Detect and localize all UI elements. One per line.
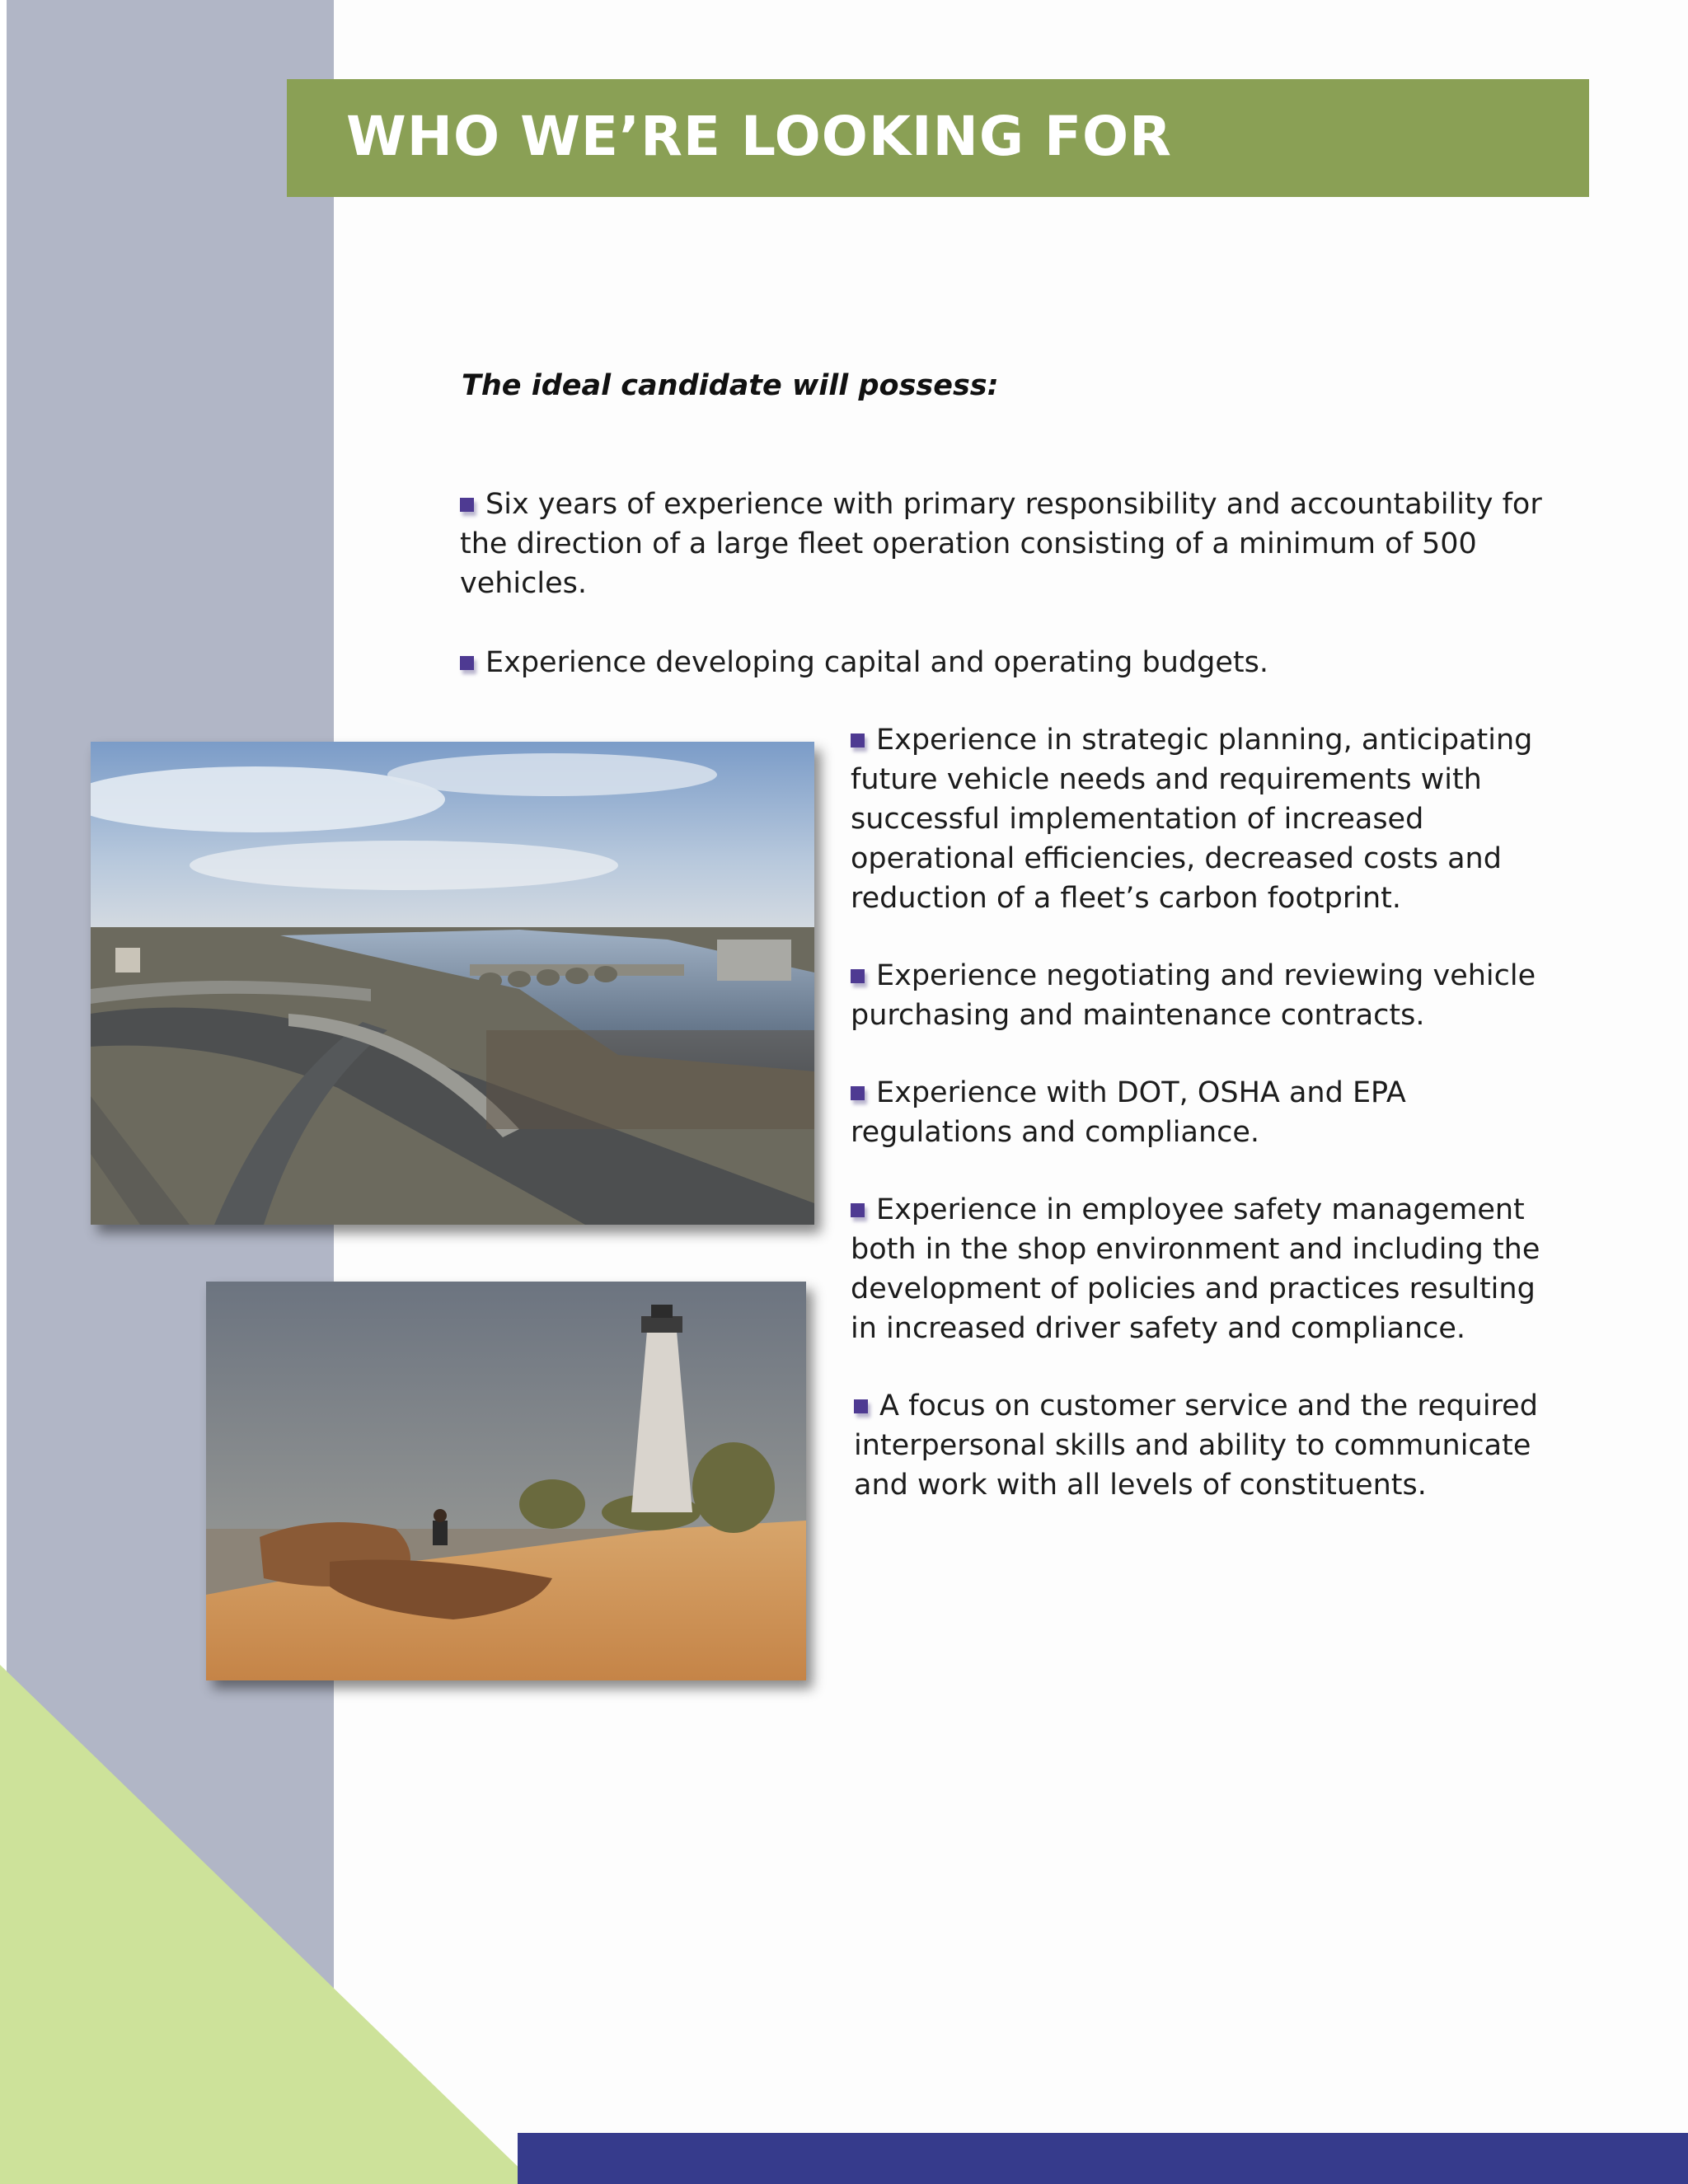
bullet-icon — [854, 1399, 868, 1413]
bullet-icon — [851, 733, 865, 748]
qualification-item — [851, 720, 1559, 918]
bullet-icon — [851, 969, 865, 983]
qualification-text: Six years of experience with primary responsibility and accountability for the direction of a large fleet operation consisting of a minimum of 500 vehicles. — [460, 488, 1542, 600]
qualification-text: Experience in employee safety management both in the shop environment and including the development of policies and practices resulting in increased driver safety and compliance. — [851, 1193, 1540, 1345]
qualification-item — [854, 1386, 1563, 1505]
page-title: WHO WE’RE LOOKING FOR — [346, 105, 1172, 168]
qualification-text: Experience developing capital and operating budgets. — [485, 646, 1268, 679]
highway-river-photo — [91, 742, 814, 1225]
qualification-item — [851, 1073, 1510, 1152]
bullet-icon — [851, 1203, 865, 1217]
qualification-text: Experience with DOT, OSHA and EPA regulations and compliance. — [851, 1076, 1406, 1149]
qualification-item — [851, 956, 1559, 1035]
intro-heading: The ideal candidate will possess: — [462, 369, 999, 402]
qualification-item — [851, 1190, 1568, 1348]
qualification-item — [460, 485, 1556, 603]
bullet-icon — [460, 498, 474, 512]
bullet-icon — [851, 1086, 865, 1100]
title-banner — [287, 79, 1589, 197]
qualification-text: Experience in strategic planning, anticipating future vehicle needs and requirements with successful implementation of increased operational efficiencies, decreased costs and reduction of a fleet’s carbon footprint. — [851, 724, 1533, 915]
lighthouse-beach-photo — [206, 1282, 806, 1680]
qualification-text: A focus on customer service and the required interpersonal skills and ability to communicate and work with all levels of constituents. — [854, 1390, 1538, 1502]
qualification-text: Experience negotiating and reviewing vehicle purchasing and maintenance contracts. — [851, 959, 1536, 1032]
footer-bar — [518, 2133, 1688, 2184]
qualification-item — [460, 643, 1556, 682]
bullet-icon — [460, 656, 474, 670]
